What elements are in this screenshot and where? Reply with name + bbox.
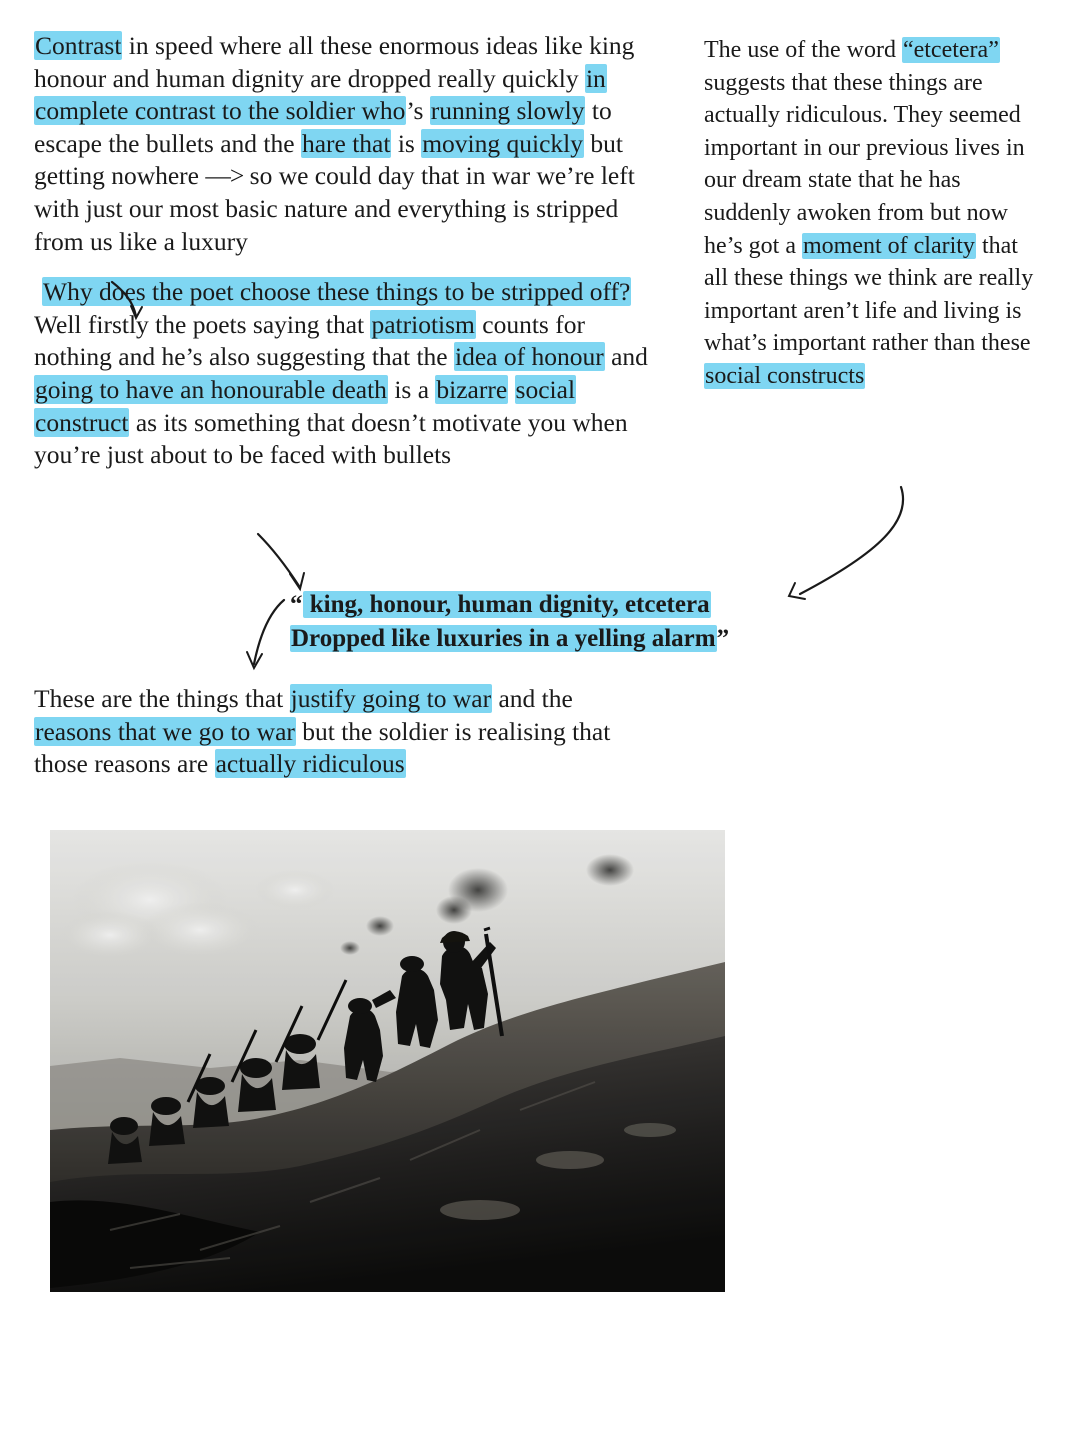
highlight-honourable-death: going to have an honourable death xyxy=(35,374,387,404)
highlight-hare-that: hare that xyxy=(301,128,391,158)
text-run: as its something that doesn’t motivate you when you’re just about to be faced with bullets xyxy=(34,407,628,470)
highlight-moving-quickly: moving quickly xyxy=(422,128,584,158)
bottom-paragraph-text xyxy=(34,683,654,781)
left-paragraph-2 xyxy=(34,276,664,472)
quote-line-2 xyxy=(290,622,810,656)
highlight-quote-line-1: king, honour, human dignity, etcetera xyxy=(303,591,710,618)
highlight-running-slowly: running slowly xyxy=(430,96,585,126)
text-run: but the soldier is realising that those reasons are xyxy=(34,716,611,779)
paragraph-spacer xyxy=(34,258,664,276)
left-paragraph-1 xyxy=(34,30,664,258)
highlight-why-stripped-off: Why does the poet choose these things to be stripped off? xyxy=(43,277,631,307)
photo-content xyxy=(50,830,725,1292)
text-run: to escape the bullets and the xyxy=(34,96,612,158)
text-run: Well firstly the poets saying that xyxy=(34,309,371,339)
highlight-complete-contrast: in complete contrast to the soldier who xyxy=(35,63,606,126)
highlight-idea-of-honour: idea of honour xyxy=(455,342,604,372)
text-run: These are the things that xyxy=(34,684,290,713)
highlight-actually-ridiculous: actually ridiculous xyxy=(215,749,405,779)
right-paragraph-1 xyxy=(704,34,1034,393)
highlight-quote-line-2: Dropped like luxuries in a yelling alarm xyxy=(291,625,716,652)
text-run xyxy=(508,375,514,404)
highlight-etcetera: “etcetera” xyxy=(902,37,999,63)
right-column xyxy=(704,34,1034,393)
quote-line-1 xyxy=(290,588,810,622)
left-column xyxy=(34,30,664,472)
highlight-bizarre: bizarre xyxy=(436,374,508,404)
text-run: is xyxy=(391,128,422,158)
arrow-social-constructs-to-quote xyxy=(800,487,903,594)
open-quote-mark: “ xyxy=(290,591,303,618)
highlight-social-constructs: social constructs xyxy=(705,362,865,389)
text-run: that all these things we think are really important aren’t life and living is what’s important rather than these xyxy=(704,232,1034,357)
close-quote-mark: ” xyxy=(716,625,730,652)
text-run: The use of the word xyxy=(704,37,902,63)
bottom-paragraph xyxy=(34,683,654,781)
inline-arrow-glyph: —> xyxy=(205,161,244,191)
text-run: ’s xyxy=(406,96,430,126)
highlight-social-construct: social construct xyxy=(35,374,576,437)
wwi-trench-photograph xyxy=(50,830,725,1292)
poem-quote xyxy=(290,588,810,656)
text-run: suggests that these things are actually ridiculous. They seemed important in our previous lives in our dream state that he has suddenly awoken from but now he’s got a xyxy=(704,69,1025,259)
text-run: so we could day that in war we’re left with just our most basic nature and everything is stripped from us like a luxury xyxy=(34,161,635,256)
text-run: and the xyxy=(492,684,573,713)
highlight-moment-of-clarity: moment of clarity xyxy=(802,232,975,259)
arrow-bullets-to-quote xyxy=(258,534,299,586)
text-run: in speed where all these enormous ideas like king honour and human dignity are dropped really quickly xyxy=(34,31,635,93)
text-run: but getting nowhere xyxy=(34,128,623,191)
highlight-justify-going-to-war: justify going to war xyxy=(290,684,492,713)
highlight-patriotism: patriotism xyxy=(371,309,475,339)
text-run: counts for nothing and he’s also suggesting that the xyxy=(34,309,585,372)
highlight-contrast: Contrast xyxy=(35,31,122,60)
text-run: is a xyxy=(387,374,436,404)
text-run: and xyxy=(604,342,648,372)
arrow-quote-to-bottom xyxy=(254,600,284,664)
highlight-reasons-we-go-to-war: reasons that we go to war xyxy=(35,716,295,746)
